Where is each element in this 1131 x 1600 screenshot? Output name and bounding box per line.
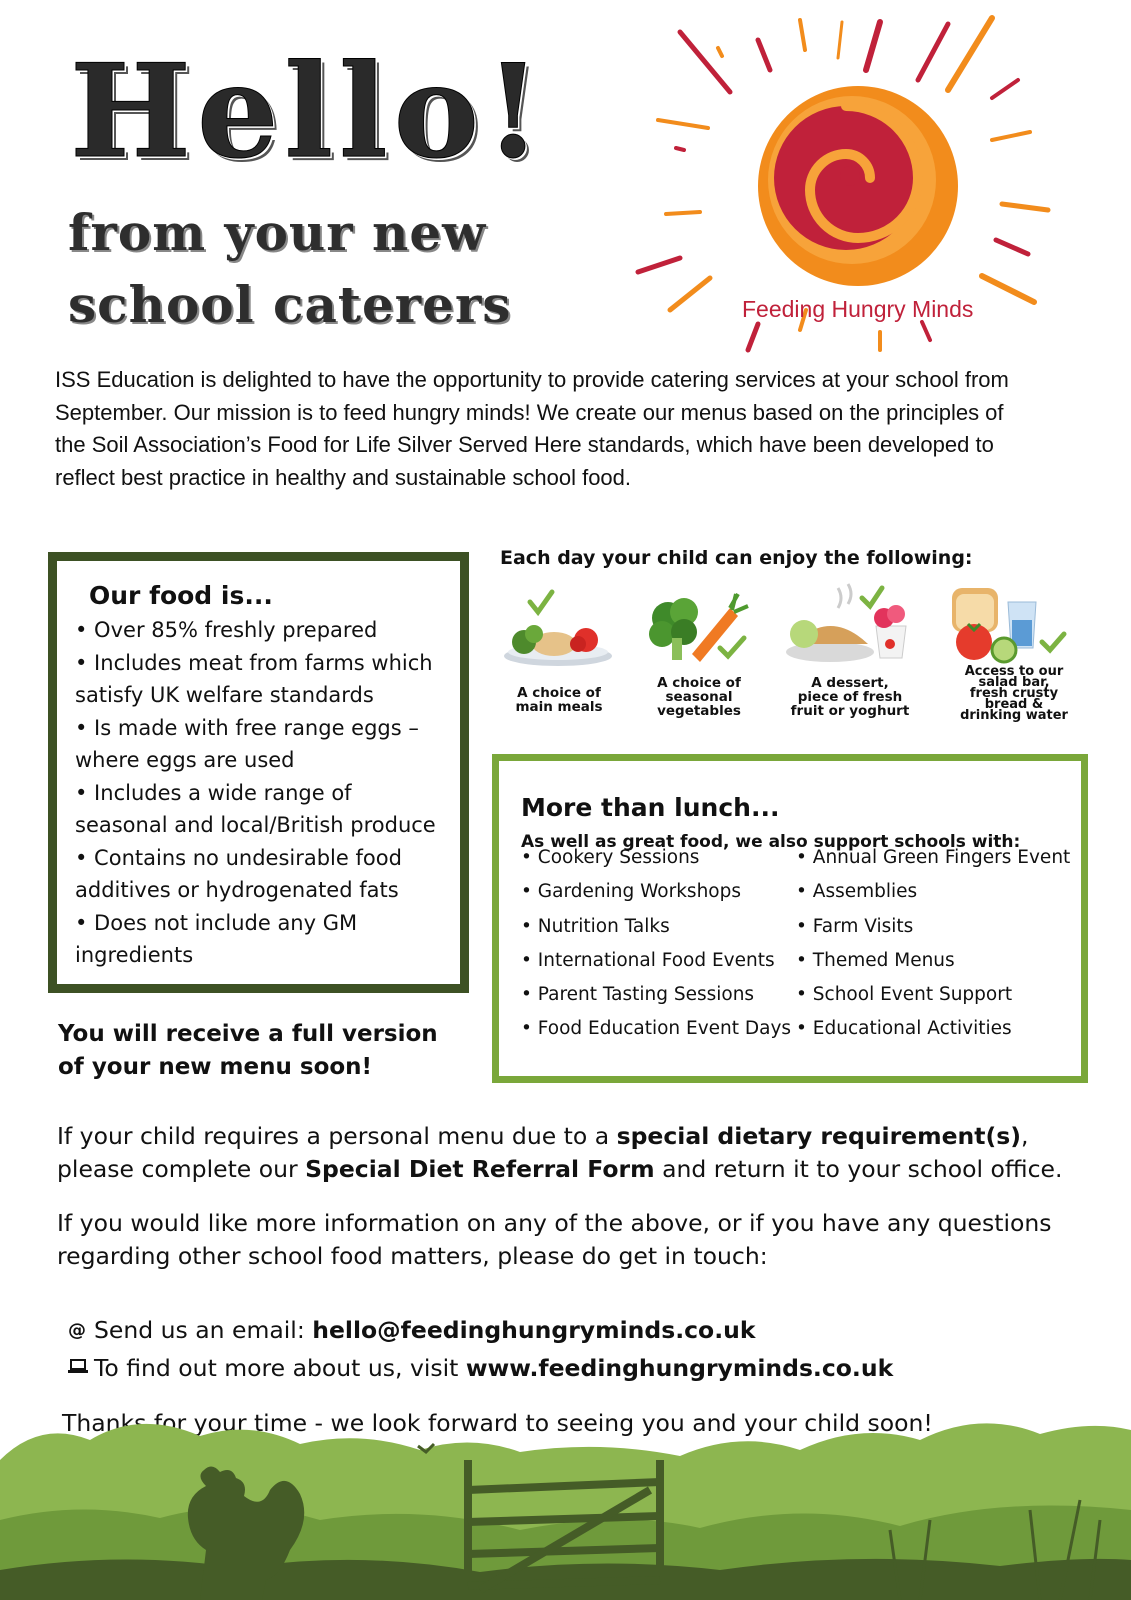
thanks-message: Thanks for your time - we look forward to seeing you and your child soon! xyxy=(62,1409,933,1437)
receive-line-1: You will receive a full version xyxy=(58,1021,438,1047)
our-food-title: Our food is... xyxy=(89,581,273,610)
list-item: • Themed Menus xyxy=(796,949,955,971)
list-item: • Annual Green Fingers Event xyxy=(796,847,1071,868)
food-item-vegetables xyxy=(634,584,764,718)
food-item-label: A dessert, piece of fresh fruit or yoghurt xyxy=(790,675,910,719)
list-item: • Parent Tasting Sessions xyxy=(521,984,755,1006)
list-item: • Educational Activities xyxy=(796,1018,1012,1040)
food-item-label: A choice of main meals xyxy=(515,685,603,715)
food-item-label: Access to our salad bar, fresh crusty bread & drinking water xyxy=(960,664,1068,723)
dessert-icon xyxy=(780,578,920,678)
our-food-box xyxy=(48,552,469,993)
support-columns xyxy=(521,841,1071,1047)
subtitle-line-1: from your new xyxy=(68,203,487,262)
more-than-lunch-title: More than lunch... xyxy=(521,793,780,822)
logo-text: Feeding Hungry Minds xyxy=(742,296,974,322)
vegetables-icon xyxy=(634,584,764,684)
list-item: • Assemblies xyxy=(796,881,918,903)
email-prefix: Send us an email: xyxy=(94,1316,313,1344)
food-item-main-meal xyxy=(494,584,624,714)
list-item: • Does not include any GM ingredients xyxy=(75,910,358,967)
our-food-list xyxy=(75,614,442,972)
food-item-label: A choice of seasonal vegetables xyxy=(657,675,741,719)
text-segment: If your child requires a personal menu due to a xyxy=(57,1122,617,1150)
more-than-lunch-box xyxy=(492,754,1088,1083)
list-item: • Farm Visits xyxy=(796,915,914,937)
list-item: • Is made with free range eggs – where eggs are used xyxy=(75,715,419,772)
text-segment: , please complete our xyxy=(57,1122,1029,1183)
email-contact-row xyxy=(68,1316,755,1344)
list-item: • Includes meat from farms which satisfy UK welfare standards xyxy=(75,650,433,707)
at-sign-icon: @ xyxy=(68,1319,86,1341)
intro-paragraph: ISS Education is delighted to have the opportunity to provide catering services at your school from September. Our mission is to feed hungry minds! We create our menus based on the principles of the Soil Association’s Food for Life Silver Served Here standards, which have been developed to reflect best practice in healthy and sustainable school food. xyxy=(55,367,1009,490)
list-item: • Food Education Event Days xyxy=(521,1018,792,1040)
special-dietary-requirement-text: special dietary requirement(s) xyxy=(616,1122,1021,1150)
support-list-right xyxy=(796,841,1071,1047)
subtitle-line-2: school caterers xyxy=(68,275,512,334)
special-diet-paragraph xyxy=(57,1120,1077,1185)
main-meal-plate-icon xyxy=(494,584,624,684)
list-item: • Nutrition Talks xyxy=(521,915,670,937)
contact-intro-paragraph: If you would like more information on any of the above, or if you have any questions regarding other school food matters, please do get in touch: xyxy=(57,1209,1052,1270)
special-diet-referral-form-text: Special Diet Referral Form xyxy=(305,1154,655,1183)
receive-menu-note xyxy=(58,1018,438,1084)
list-item: • Includes a wide range of seasonal and local/British produce xyxy=(75,780,436,837)
list-item: • Gardening Workshops xyxy=(521,881,741,903)
list-item: • International Food Events xyxy=(521,949,775,971)
receive-line-2: of your new menu soon! xyxy=(58,1054,373,1080)
website-link[interactable]: www.feedinghungryminds.co.uk xyxy=(465,1354,894,1382)
hello-heading: Hello! xyxy=(70,37,548,187)
web-contact-row xyxy=(68,1354,893,1382)
each-day-heading: Each day your child can enjoy the following: xyxy=(500,547,973,569)
list-item: • Cookery Sessions xyxy=(521,847,700,868)
food-item-dessert xyxy=(780,578,920,718)
text-segment: and return it to your school office. xyxy=(654,1154,1063,1183)
laptop-icon xyxy=(68,1358,94,1379)
food-item-salad-bar xyxy=(944,580,1084,721)
countryside-landscape-illustration xyxy=(0,1400,1131,1600)
list-item: • Over 85% freshly prepared xyxy=(75,618,378,642)
list-item: • School Event Support xyxy=(796,984,1013,1006)
support-list-left xyxy=(521,841,796,1047)
web-prefix: To find out more about us, visit xyxy=(94,1354,466,1382)
list-item: • Contains no undesirable food additives or hydrogenated fats xyxy=(75,845,402,902)
email-link[interactable]: hello@feedinghungryminds.co.uk xyxy=(312,1316,756,1344)
support-subheading: As well as great food, we also support schools with: xyxy=(521,832,1021,852)
